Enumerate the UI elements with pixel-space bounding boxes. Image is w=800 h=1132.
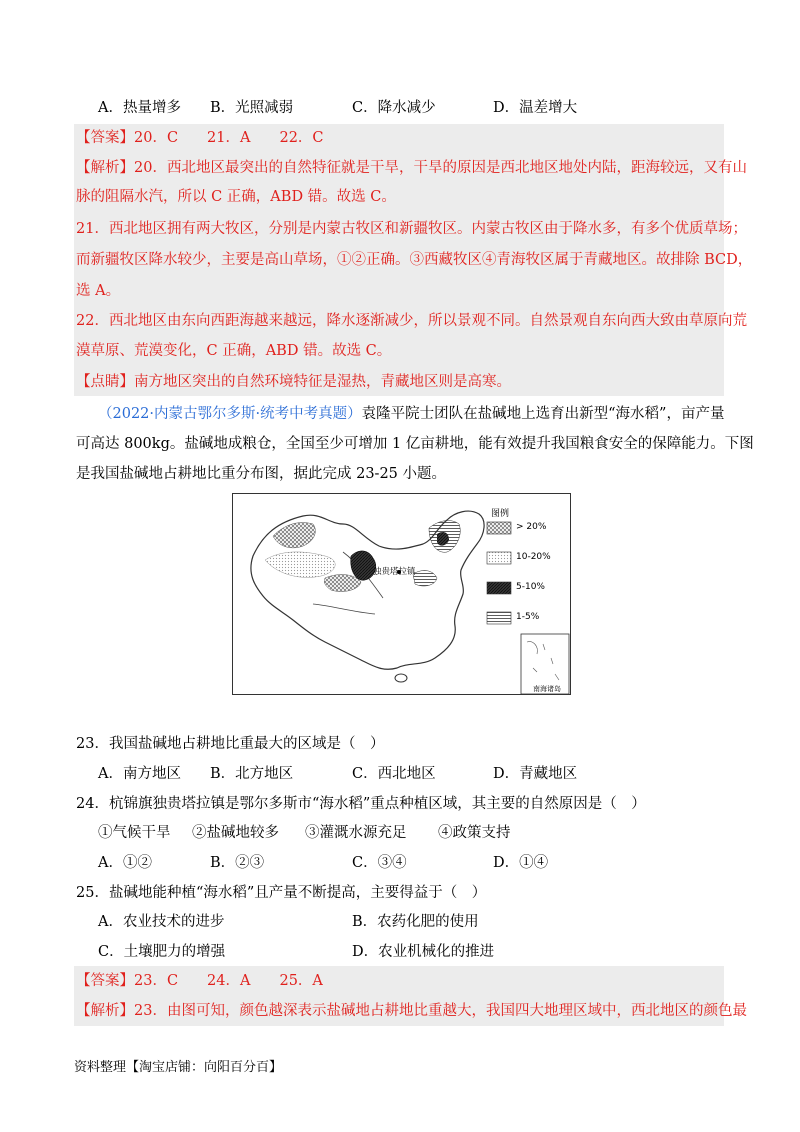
- q24-item-4: ④政策支持: [438, 825, 511, 841]
- answer-line-1: [76, 128, 324, 148]
- note-tag: 【点睛】: [76, 374, 134, 390]
- town-label: 独贵塔拉镇: [373, 567, 416, 577]
- q25-option-c: C．土壤肥力的增强: [98, 944, 226, 960]
- analysis-line-2-1: 【解析】23．由图可知，颜色越深表示盐碱地占耕地比重越大，我国四大地理区域中，西北地区的颜色最: [76, 1003, 747, 1019]
- analysis-tag: 【解析】: [76, 160, 134, 176]
- q23-option-b: B．北方地区: [210, 766, 294, 782]
- q24-item-1: ①气候干旱: [98, 825, 171, 841]
- q25-option-a: A．农业技术的进步: [98, 914, 225, 930]
- answer-line-2: [76, 971, 323, 991]
- legend-label-gt20: > 20%: [516, 522, 547, 532]
- q24-item-3: ③灌溉水源充足: [305, 825, 407, 841]
- legend-swatch-10-20: [487, 552, 511, 564]
- analysis-line-7: 漠草原、荒漠变化，C 正确，ABD 错。故选 C。: [76, 343, 392, 359]
- analysis-line-4: 而新疆牧区降水较少，主要是高山草场，①②正确。③西藏牧区④青海牧区属于青藏地区。故排除 BCD，: [76, 252, 753, 268]
- legend-label-1-5: 1-5%: [516, 612, 540, 622]
- q24-option-b: B．②③: [210, 855, 265, 871]
- intro-line-1: （2022·内蒙古鄂尔多斯·统考中考真题）袁隆平院士团队在盐碱地上选育出新型“海水稻”，亩产量: [98, 406, 725, 422]
- question-source: （2022·内蒙古鄂尔多斯·统考中考真题）: [98, 406, 362, 422]
- analysis-line-1: 【解析】20．西北地区最突出的自然特征就是干旱，干旱的原因是西北地区地处内陆，距海较远，又有山: [76, 160, 747, 176]
- answer-text-2: 23．C 24．A 25．A: [134, 973, 323, 989]
- q25-option-b: B．农药化肥的使用: [352, 914, 479, 930]
- legend-swatch-1-5: [487, 612, 511, 624]
- q24-stem: 24．杭锦旗独贵塔拉镇是鄂尔多斯市“海水稻”重点种植区域，其主要的自然原因是（ ）: [76, 796, 646, 812]
- q22-option-d: D．温差增大: [493, 100, 578, 116]
- inset-label: 南海诸岛: [533, 685, 561, 693]
- intro-line-3: 是我国盐碱地占耕地比重分布图，据此完成 23-25 小题。: [76, 466, 447, 482]
- saline-land-map: [232, 493, 571, 695]
- analysis-line-3: 21．西北地区拥有两大牧区，分别是内蒙古牧区和新疆牧区。内蒙古牧区由于降水多，有多个优质草场；: [76, 221, 747, 237]
- q23-option-c: C．西北地区: [352, 766, 436, 782]
- legend-label-10-20: 10-20%: [516, 552, 551, 562]
- q22-option-c: C．降水减少: [352, 100, 436, 116]
- legend-title: 图例: [491, 509, 510, 519]
- analysis-tag-2: 【解析】: [76, 1003, 134, 1019]
- q24-option-a: A．①②: [98, 855, 152, 871]
- answer-tag: 【答案】: [76, 130, 134, 146]
- intro-line-2: 可高达 800kg。盐碱地成粮仓，全国至少可增加 1 亿亩耕地，能有效提升我国粮食安全的保障能力。下图: [76, 436, 754, 452]
- note-line: [76, 372, 511, 392]
- q22-option-b: B．光照减弱: [210, 100, 294, 116]
- q25-stem: 25．盐碱地能种植“海水稻”且产量不断提高，主要得益于（ ）: [76, 885, 487, 901]
- legend-label-5-10: 5-10%: [516, 582, 545, 592]
- q25-option-d: D．农业机械化的推进: [352, 944, 495, 960]
- q23-stem: 23．我国盐碱地占耕地比重最大的区域是（ ）: [76, 736, 385, 752]
- legend-swatch-5-10: [487, 582, 511, 594]
- q24-item-2: ②盐碱地较多: [192, 825, 279, 841]
- note-text: 南方地区突出的自然环境特征是湿热，青藏地区则是高寒。: [134, 374, 511, 390]
- legend-swatch-gt20: [487, 522, 511, 534]
- page-footer: 资料整理【淘宝店铺：向阳百分百】: [74, 1060, 283, 1075]
- analysis-line-2: 脉的阻隔水汽，所以 C 正确，ABD 错。故选 C。: [76, 189, 396, 205]
- q23-option-d: D．青藏地区: [493, 766, 578, 782]
- answer-text: 20．C 21．A 22．C: [134, 130, 324, 146]
- answer-tag-2: 【答案】: [76, 973, 134, 989]
- q24-option-d: D．①④: [493, 855, 549, 871]
- q23-option-a: A．南方地区: [98, 766, 181, 782]
- analysis-line-6: 22．西北地区由东向西距海越来越远，降水逐渐减少，所以景观不同。自然景观自东向西大致由草原向荒: [76, 313, 747, 329]
- q22-option-a: A．热量增多: [98, 100, 181, 116]
- q24-option-c: C．③④: [352, 855, 407, 871]
- analysis-line-5: 选 A。: [76, 283, 121, 299]
